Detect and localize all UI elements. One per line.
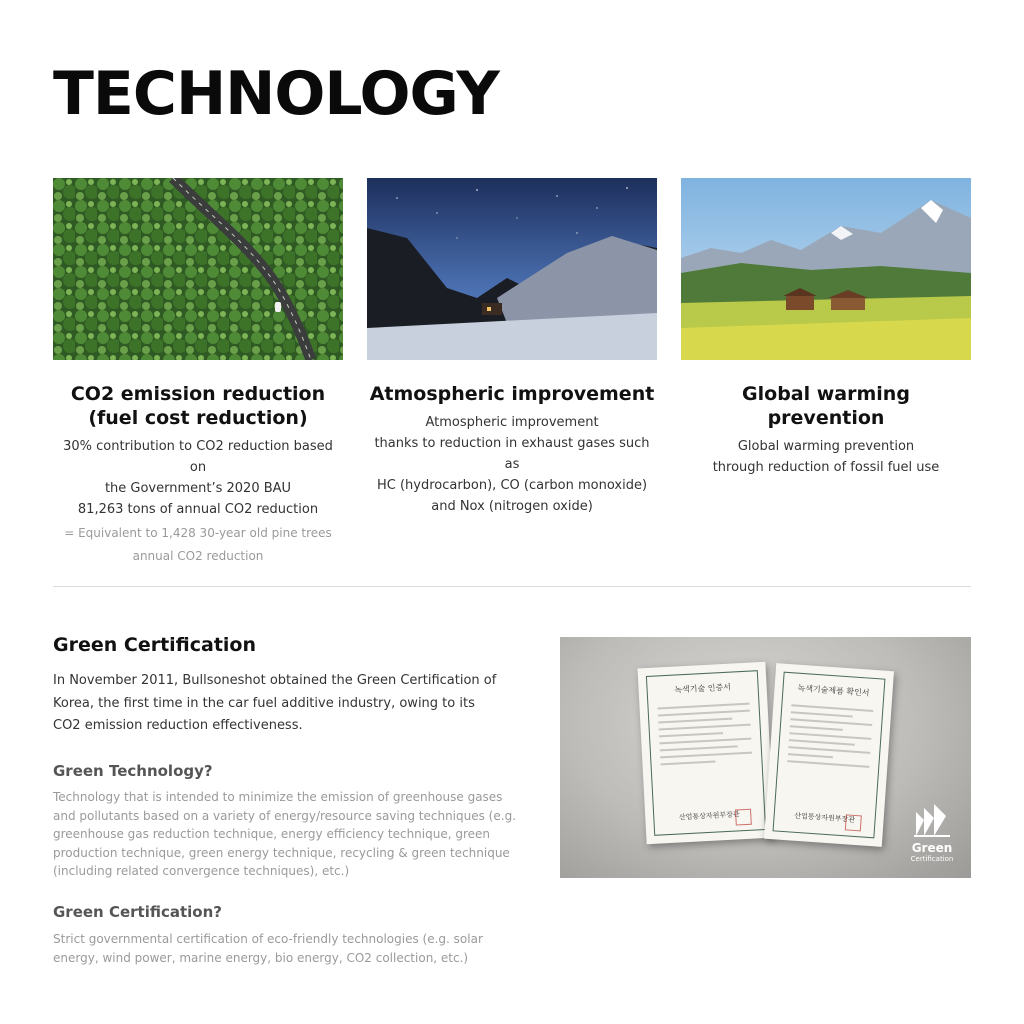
page-title: TECHNOLOGY [53,59,499,129]
card-co2-reduction [53,178,343,568]
card-desc-line: 30% contribution to CO2 reduction based on [63,439,333,475]
card-desc-line: Global warming prevention [737,439,915,454]
seal-stamp [735,809,752,826]
card-title: Atmospheric improvement [369,383,655,405]
card-note-line: annual CO2 reduction [132,549,264,563]
green-technology-body: Technology that is intended to minimize the emission of greenhouse gases and pollutants based on a variety of energy/resource saving techniques (e.g. greenhouse gas reduction technique, energy efficiency technique, green production technique, green energy technique, recycling & green technique (including related convergence techniques), etc.) [53,790,516,878]
card-desc-line: the Government’s 2020 BAU [104,481,292,496]
seal-stamp [845,814,862,831]
card-title-line1: CO2 emission reduction [70,383,326,405]
confirmation-document [764,663,894,847]
green-certification-logo [904,798,960,864]
card-note-line: = Equivalent to 1,428 30-year old pine trees [64,526,332,540]
certificate-document [637,662,774,844]
night-mountain-photo [367,178,657,360]
green-certification-intro: In November 2011, Bullsoneshot obtained the Green Certification of Korea, the first time in the car fuel additive industry, owing to its CO2 emission reduction effectiveness. [53,673,497,733]
confirmation-heading: 녹색기술제품 확인서 [797,683,870,698]
green-certification-heading: Green Certification? [53,903,222,921]
section-divider [53,586,971,587]
logo-subword: Certification [910,855,954,863]
logo-word: Green [911,841,953,855]
certificate-heading: 녹색기술 인증서 [674,682,732,695]
card-desc-line: and Nox (nitrogen oxide) [431,499,593,514]
card-desc-line: through reduction of fossil fuel use [712,460,940,475]
certificate-issuer: 산업통상자원부장관 [678,810,740,822]
green-certification-body: Strict governmental certification of eco-friendly technologies (e.g. solar energy, wind power, marine energy, bio energy, CO2 collection, etc.) [53,932,483,965]
card-desc-line: Atmospheric improvement [425,415,599,430]
alpine-meadow-photo [681,178,971,360]
card-desc-line: thanks to reduction in exhaust gases such as [374,436,650,472]
confirmation-issuer: 산업통상자원부장관 [793,811,856,824]
card-desc-line: 81,263 tons of annual CO2 reduction [77,502,319,517]
card-title-line2: (fuel cost reduction) [88,407,308,429]
card-title: Global warming prevention [742,383,910,429]
forest-road-photo [53,178,343,360]
card-global-warming-prevention [681,178,971,478]
leaf-icon [910,798,954,838]
card-desc-line: HC (hydrocarbon), CO (carbon monoxide) [376,478,648,493]
green-certification-title: Green Certification [53,634,257,656]
card-atmospheric-improvement [367,178,657,517]
green-technology-heading: Green Technology? [53,762,213,780]
